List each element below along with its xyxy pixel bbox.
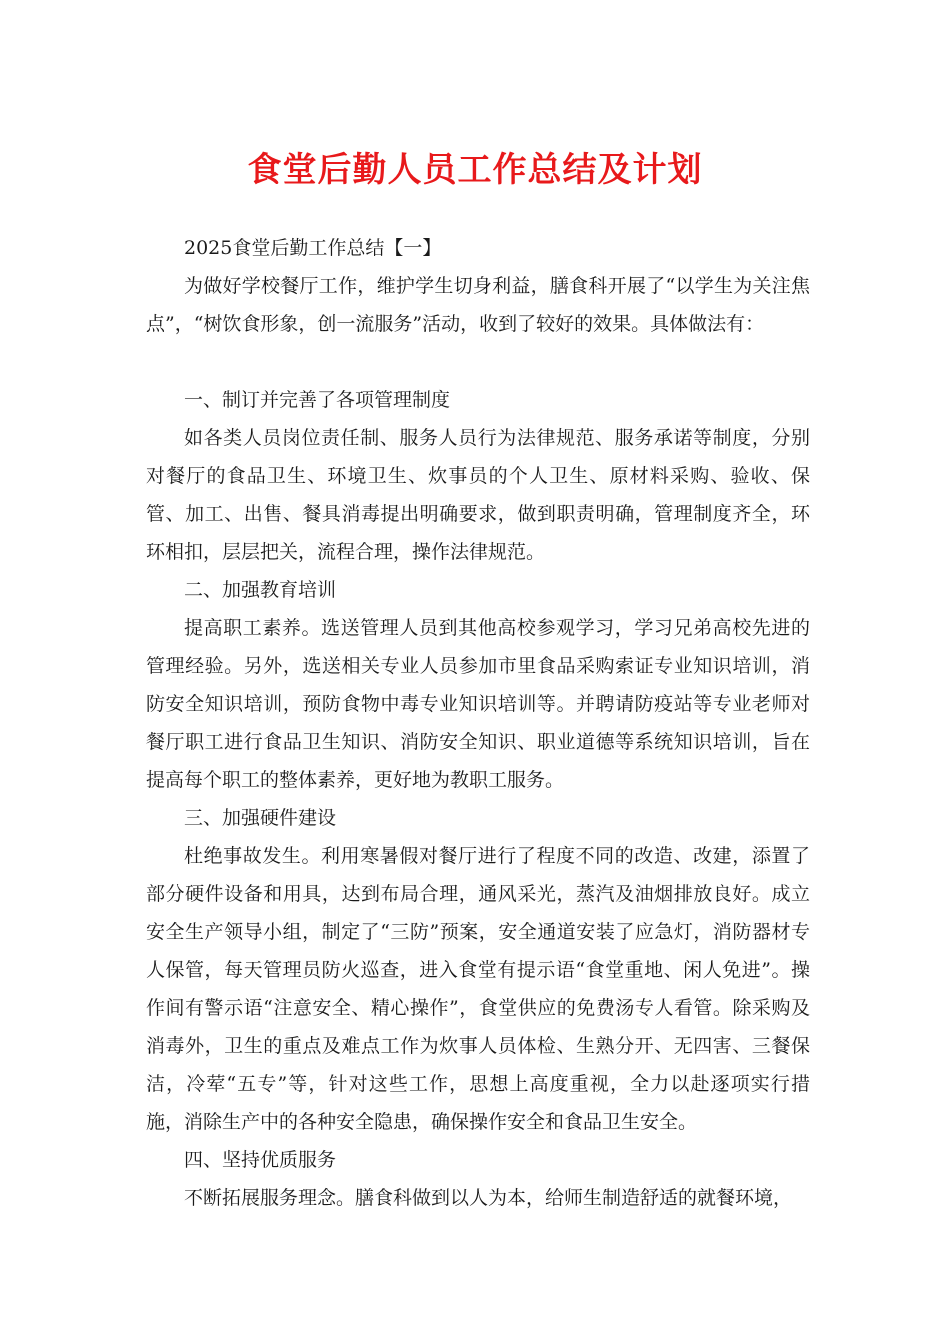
section-subtitle: 2025食堂后勤工作总结【一】 [184,237,442,259]
paragraph-spacer [146,343,810,381]
document-title: 食堂后勤人员工作总结及计划 [247,150,703,190]
section-body-1: 如各类人员岗位责任制、服务人员行为法律规范、服务承诺等制度，分别对餐厅的食品卫生、环境卫生、炊事员的个人卫生、原材料采购、验收、保管、加工、出售、餐具消毒提出明确要求，做到职责明确，管理制度齐全，环环相扣，层层把关，流程合理，操作法律规范。 [146,427,810,563]
section-heading-3: 三、加强硬件建设 [184,807,337,829]
section-heading-4: 四、坚持优质服务 [184,1149,337,1171]
section-body-4: 不断拓展服务理念。膳食科做到以人为本，给师生制造舒适的就餐环境， [184,1187,793,1209]
section-body-2: 提高职工素养。选送管理人员到其他高校参观学习，学习兄弟高校先进的管理经验。另外，选送相关专业人员参加市里食品采购索证专业知识培训，消防安全知识培训，预防食物中毒专业知识培训等。并聘请防疫站等专业老师对餐厅职工进行食品卫生知识、消防安全知识、职业道德等系统知识培训，旨在提高每个职工的整体素养，更好地为教职工服务。 [146,617,810,791]
section-heading-2: 二、加强教育培训 [184,579,337,601]
section-heading-1: 一、制订并完善了各项管理制度 [184,389,451,411]
intro-paragraph: 为做好学校餐厅工作，维护学生切身利益，膳食科开展了“以学生为关注焦点”，“树饮食形象，创一流服务”活动，收到了较好的效果。具体做法有： [146,275,810,335]
section-body-3: 杜绝事故发生。利用寒暑假对餐厅进行了程度不同的改造、改建，添置了部分硬件设备和用具，达到布局合理，通风采光，蒸汽及油烟排放良好。成立安全生产领导小组，制定了“三防”预案，安全通道安装了应急灯，消防器材专人保管，每天管理员防火巡查，进入食堂有提示语“食堂重地、闲人免进”。操作间有警示语“注意安全、精心操作”，食堂供应的免费汤专人看管。除采购及消毒外，卫生的重点及难点工作为炊事人员体检、生熟分开、无四害、三餐保洁，冷荤“五专”等，针对这些工作，思想上高度重视，全力以赴逐项实行措施，消除生产中的各种安全隐患，确保操作安全和食品卫生安全。 [146,845,810,1133]
document-body [146,229,810,1217]
